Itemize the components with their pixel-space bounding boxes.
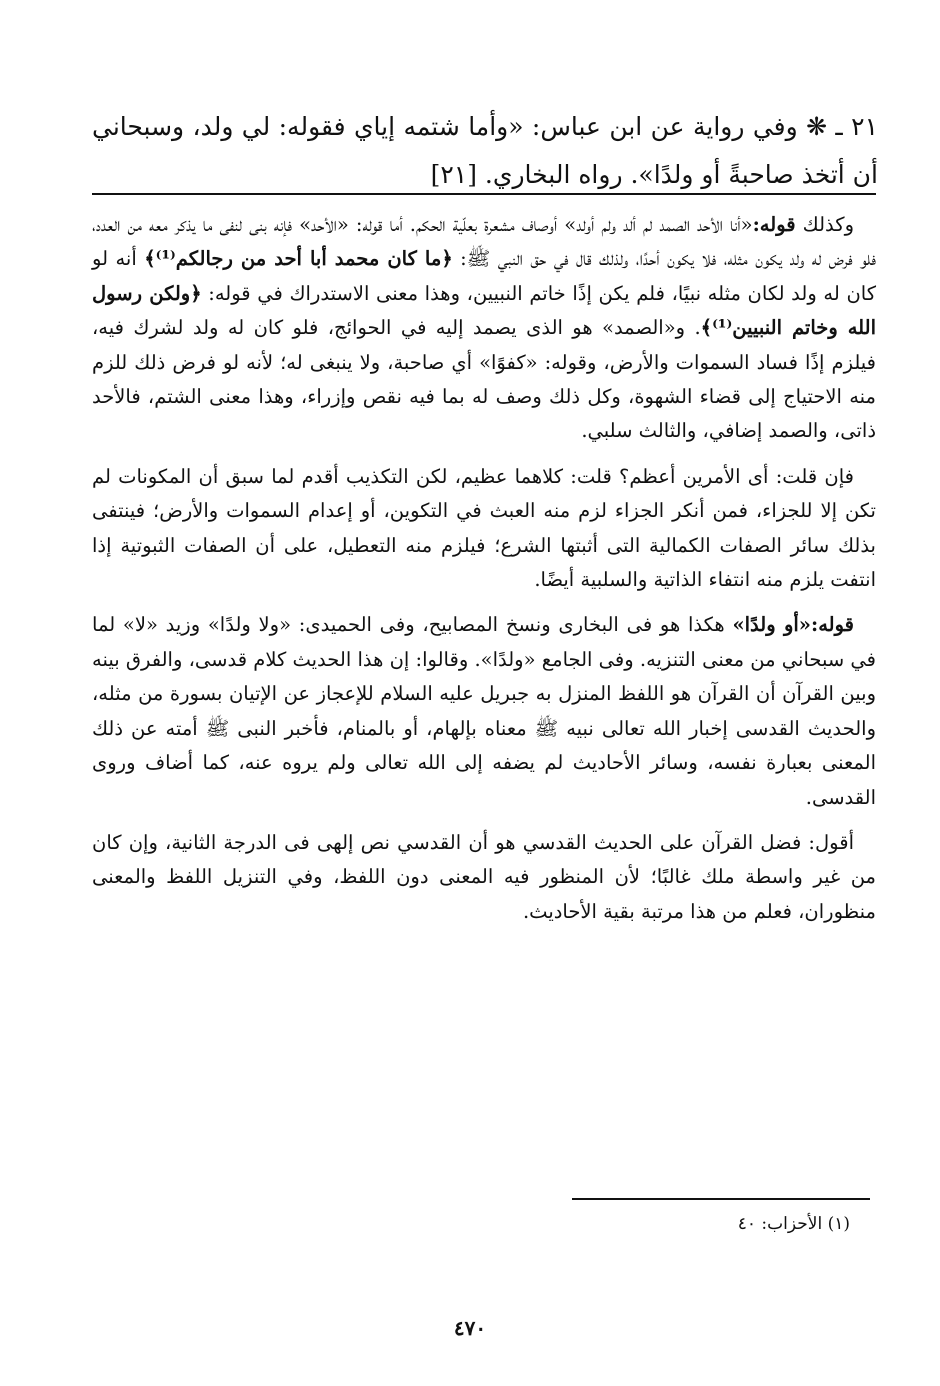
section-divider xyxy=(92,193,876,195)
commentary-keyword-quote: «أو ولدًا» xyxy=(732,613,811,637)
commentary-keyword: قوله: xyxy=(752,213,796,236)
commentary-keyword: قوله: xyxy=(811,613,854,637)
commentary-paragraph-1 xyxy=(92,208,876,449)
commentary-paragraph-4: أقول: فضل القرآن على الحديث القدسي هو أن القدسي نص إلهى فى الدرجة الثانية، وإن كان من غير واسطة ملك غالبًا؛ لأن المنظور فيه المعنى دون اللفظ، وفي التنزيل اللفظ والمعنى منظوران، فعلم من هذا مرتبة بقية الأحاديث. xyxy=(92,830,876,923)
commentary-paragraph-3 xyxy=(92,608,876,814)
commentary-text: «أنا الأحد الصمد لم ألد ولم أولد» أوصاف مشعرة بعلّية الحكم. أما قوله: «الأحد» فإنه بنى لنفى ما يذكر معه من العدد، فلو فرض له ولد يكون مثله، فلا يكون أحدًا، ولذلك قال في حق النبي ﷺ: xyxy=(92,213,876,271)
commentary-intro: وكذلك xyxy=(795,213,854,236)
quran-quote: ﴿ما كان محمد أبا أحد من رجالكم⁽¹⁾﴾ xyxy=(144,247,453,271)
quran-quote: ﴿ولكن رسول الله وخاتم النبيين⁽¹⁾﴾ xyxy=(92,281,876,340)
commentary-paragraph-2: فإن قلت: أى الأمرين أعظم؟ قلت: كلاهما عظيم، لكن التكذيب أقدم لما سبق أن المكونات لم تكن إلا للجزاء، فمن أنكر الجزاء لزم منه العبث في التكوين، أو إعدام السموات والأرض؛ فينتفى بذلك سائر الصفات الكمالية التى أثبتها الشرع؛ فيلزم منه التعطيل، على أن الصفات الثبوتية إذا انتفت يلزم منه انتفاء الذاتية والسلبية أيضًا. xyxy=(92,464,876,592)
hadith-text: ٢١ ـ ❋ وفي رواية عن ابن عباس: «وأما شتمه إياي فقوله: لي ولد، وسبحاني أن أتخذ صاحبةً أو ولدًا». رواه البخاري. [٢١] xyxy=(92,112,878,189)
footnote-divider xyxy=(572,1198,870,1200)
commentary-text: هكذا هو فى البخارى ونسخ المصابيح، وفى الحميدى: «ولا ولدًا» وزيد «لا» لما في سبحاني من معنى التنزيه. وفى الجامع «ولدًا». وقالوا: إن هذا الحديث كلام قدسى، والفرق بينه وبين القرآن أن القرآن هو اللفظ المنزل به جبريل عليه السلام للإعجاز عن الإتيان بسورة من مثله، والحديث القدسى إخبار الله تعالى نبيه ﷺ معناه بإلهام، أو بالمنام، فأخبر النبى ﷺ أمته عن ذلك المعنى بعبارة نفسه، وسائر الأحاديث لم يضفه إلى الله تعالى ولم يروه عنه، كما أضاف وروى القدسى. xyxy=(92,613,876,809)
footnote: (١) الأحزاب: ٤٠ xyxy=(737,1214,850,1234)
page-number: ٤٧٠ xyxy=(453,1316,487,1340)
commentary-text: أنه لو كان له ولد لكان مثله نبيًا، فلم يكن إذًا خاتم النبيين، وهذا معنى الاستدراك في قوله: xyxy=(92,247,876,305)
commentary xyxy=(92,208,876,940)
commentary-text: . و«الصمد» هو الذى يصمد إليه في الحوائج، فلو كان له ولد لشرك فيه، فيلزم إذًا فساد السموات والأرض، وقوله: «كفوًا» أي صاحبة، ولا ينبغى له؛ لأنه لو فرض ذلك للزم منه الاحتياج إلى قضاء الشهوة، وكل ذلك وصف له بما فيه نقص وإزراء، وهذا معنى الشتم، فالأحد ذاتى، والصمد إضافي، والثالث سلبي. xyxy=(92,316,876,443)
